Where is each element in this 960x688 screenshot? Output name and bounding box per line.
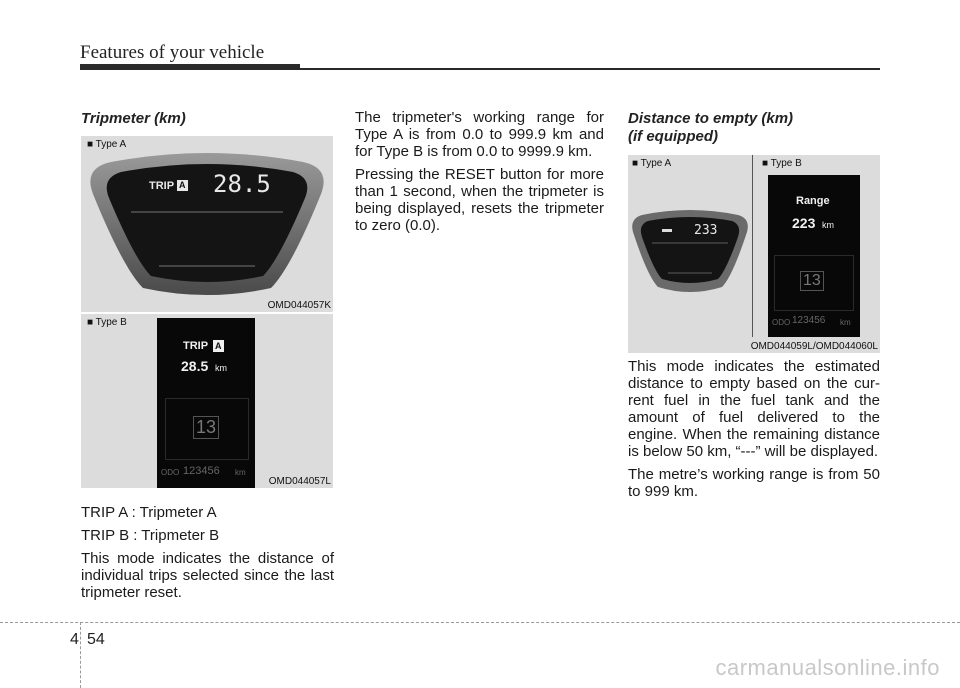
range-title: Range [796,195,830,207]
trip-a-line: TRIP A : Tripmeter A [81,504,217,521]
reset-paragraph: Pressing the RESET button for more than 1 second, when the tripmeter is being displayed, resets the tripmeter to zero (0.0). [355,166,604,234]
page-number: 54 [87,631,105,648]
cluster-b-trip-label: TRIP [183,340,209,352]
cluster-b-trip-badge: A [215,341,222,351]
figure-code-b: OMD044057L [268,476,331,487]
dte-description: This mode indicates the estimated distance to empty based on the cur-rent fuel in the fuel tank and the amount of fuel delivered to the engine. When the remaining distance is below 50 km, “---” will be displayed. [628,358,880,460]
dte-gauge-number: 13 [800,271,824,291]
distance-to-empty-heading [628,110,793,146]
dte-range: The metre’s working range is from 50 to 999 km. [628,466,880,500]
tripmeter-description: This mode indicates the distance of individual trips selected since the last tripmeter reset. [81,550,334,601]
cluster-a-trip-label: TRIP [149,180,175,192]
cluster-b-trip-unit: km [215,363,227,373]
range-paragraph: The tripmeter's working range for Type A is from 0.0 to 999.9 km and for Type B is from 0.0 to 9999.9 km. [355,109,604,160]
middle-text-block [355,109,604,234]
tripmeter-heading: Tripmeter (km) [81,110,186,127]
cluster-b-trip-value: 28.5 [181,358,209,374]
dte-odo-unit: km [840,318,851,327]
dte-figure-code: OMD044059L/OMD044060L [750,341,878,352]
left-text-block [81,504,334,601]
odo-label: ODO [161,468,180,477]
gauge-number: 13 [193,416,219,439]
chapter-number: 4 [70,631,79,648]
dte-figure [628,155,880,353]
page-header-title: Features of your vehicle [80,42,265,63]
range-value: 223 [792,215,816,231]
dte-cluster-b-screen [768,175,860,337]
footer-divider [80,622,81,688]
dte-a-value: 233 [694,223,718,238]
cluster-a-trip-value: 28.5 [213,170,271,198]
odo-unit: km [235,468,246,477]
dte-cluster-a-illustration [628,207,752,297]
right-text-block [628,358,880,500]
range-unit: km [822,220,834,230]
cluster-a-trip-badge: A [179,180,186,190]
odo-value: 123456 [183,465,220,477]
cluster-b-screen [157,318,255,488]
dte-type-a-label: ■ Type A [632,158,672,169]
type-b-label: ■ Type B [87,317,127,328]
cluster-a-illustration [81,148,333,298]
figure-divider [752,155,753,337]
dte-heading-line-2: (if equipped) [628,128,718,145]
dte-type-b-label: ■ Type B [762,158,802,169]
footer-rule [0,622,960,623]
type-a-label: ■ Type A [87,139,127,150]
dte-odo-value: 123456 [792,315,826,326]
watermark: carmanualsonline.info [715,655,940,680]
dte-odo-label: ODO [772,318,791,327]
trip-b-line: TRIP B : Tripmeter B [81,527,220,544]
tripmeter-type-a-figure [81,136,333,312]
tripmeter-type-b-figure [81,314,333,488]
header-bar [80,64,300,70]
dte-heading-line-1: Distance to empty (km) [628,110,794,127]
figure-code-a: OMD044057K [267,300,331,311]
